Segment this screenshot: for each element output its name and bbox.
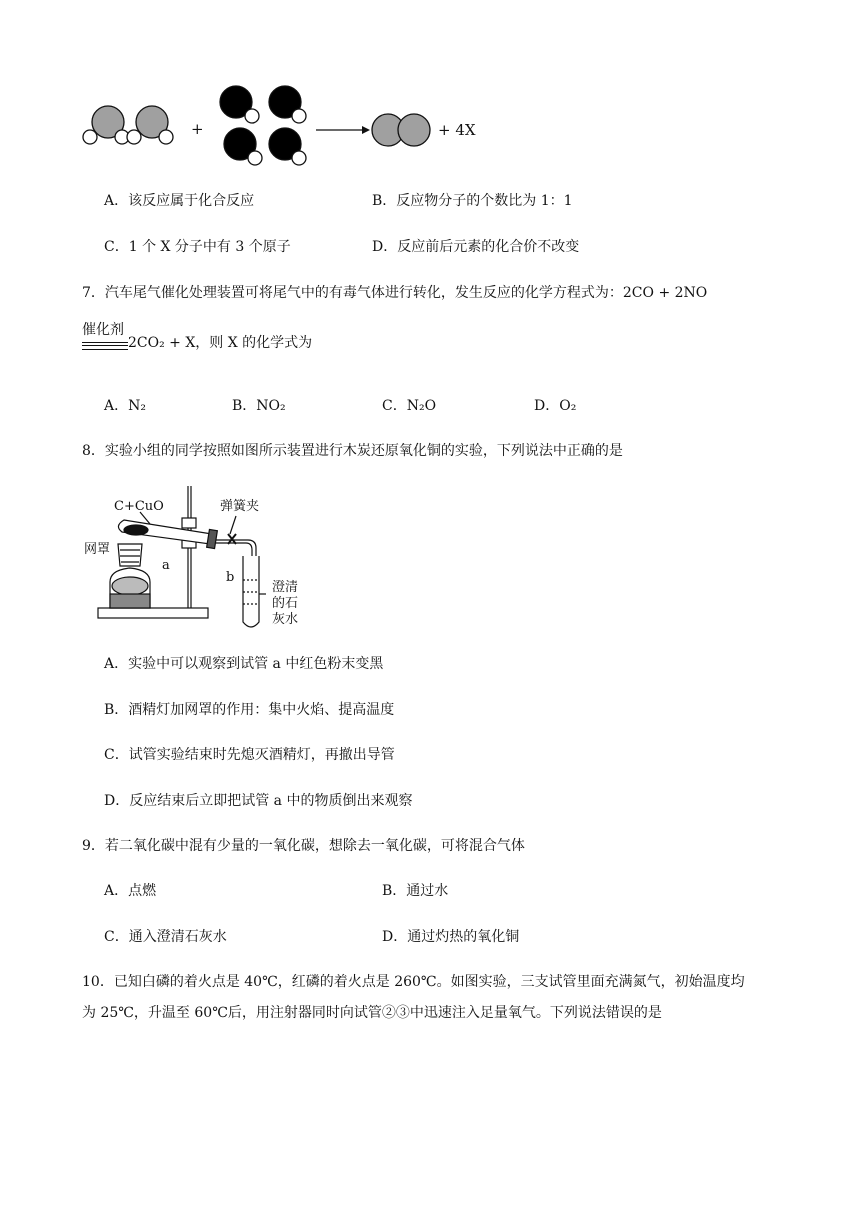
- large-grey-atom: [398, 114, 430, 146]
- small-white-atom: [248, 151, 262, 165]
- q7-stem: 7．汽车尾气催化处理装置可将尾气中的有毒气体进行转化，发生反应的化学方程式为：2CO + 2NO: [82, 285, 708, 301]
- small-white-atom: [159, 130, 173, 144]
- small-white-atom: [292, 109, 306, 123]
- q6-option-c[interactable]: C．1 个 X 分子中有 3 个原子: [104, 239, 291, 255]
- q7-option-b[interactable]: B．NO₂: [232, 398, 286, 414]
- product-label: + 4X: [438, 121, 476, 139]
- q8-option-c[interactable]: C．试管实验结束时先熄灭酒精灯，再撤出导管: [104, 747, 395, 763]
- q9-option-a[interactable]: A．点燃: [104, 883, 157, 899]
- q10-stem-line-1: 10．已知白磷的着火点是 40℃，红磷的着火点是 260℃。如图实验，三支试管里面充满氮气，初始温度均: [82, 974, 745, 990]
- q9-option-c[interactable]: C．通入澄清石灰水: [104, 929, 227, 945]
- label-limewater-2: 的石: [272, 596, 299, 611]
- q8-stem: 8．实验小组的同学按照如图所示装置进行木炭还原氧化铜的实验，下列说法中正确的是: [82, 443, 623, 459]
- q7-equation-rest: 2CO₂ + X，则 X 的化学式为: [128, 335, 313, 351]
- stand-base: [98, 608, 208, 618]
- q8-option-d[interactable]: D．反应结束后立即把试管 a 中的物质倒出来观察: [104, 793, 413, 809]
- q7-option-d[interactable]: D．O₂: [534, 398, 577, 414]
- q7-option-a[interactable]: A．N₂: [104, 398, 146, 414]
- label-gauze: 网罩: [84, 542, 111, 557]
- stopper: [207, 529, 218, 548]
- label-clamp: 弹簧夹: [220, 499, 260, 514]
- q10-stem-line-2: 为 25℃，升温至 60℃后，用注射器同时向试管②③中迅速注入足量氧气。下列说法错误的是: [82, 1005, 662, 1021]
- q8-option-b[interactable]: B．酒精灯加网罩的作用：集中火焰、提高温度: [104, 702, 395, 718]
- q9-option-d[interactable]: D．通过灼热的氧化铜: [382, 929, 520, 945]
- equivalence-sign: [82, 342, 128, 350]
- gauze-cover: [118, 544, 142, 566]
- q6-option-d[interactable]: D．反应前后元素的化合价不改变: [372, 239, 580, 255]
- q7-option-c[interactable]: C．N₂O: [382, 398, 437, 414]
- label-tube-b: b: [226, 570, 235, 585]
- plus-sign: +: [191, 120, 204, 138]
- small-white-atom: [127, 130, 141, 144]
- reaction-diagram: [78, 84, 498, 174]
- small-white-atom: [292, 151, 306, 165]
- q9-stem: 9．若二氧化碳中混有少量的一氧化碳，想除去一氧化碳，可将混合气体: [82, 838, 525, 854]
- q8-option-a[interactable]: A．实验中可以观察到试管 a 中红色粉末变黑: [104, 656, 384, 672]
- label-tube-a: a: [162, 558, 170, 573]
- small-white-atom: [83, 130, 97, 144]
- catalyst-label: 催化剂: [82, 322, 124, 338]
- label-reagent: C+CuO: [114, 499, 164, 514]
- powder: [124, 525, 148, 535]
- small-white-atom: [245, 109, 259, 123]
- q9-option-b[interactable]: B．通过水: [382, 883, 449, 899]
- stand-clamp: [182, 518, 196, 528]
- label-limewater-3: 灰水: [272, 612, 299, 627]
- q6-option-b[interactable]: B．反应物分子的个数比为 1：1: [372, 193, 573, 209]
- label-limewater-1: 澄清: [272, 580, 299, 595]
- q6-option-a[interactable]: A．该反应属于化合反应: [104, 193, 255, 209]
